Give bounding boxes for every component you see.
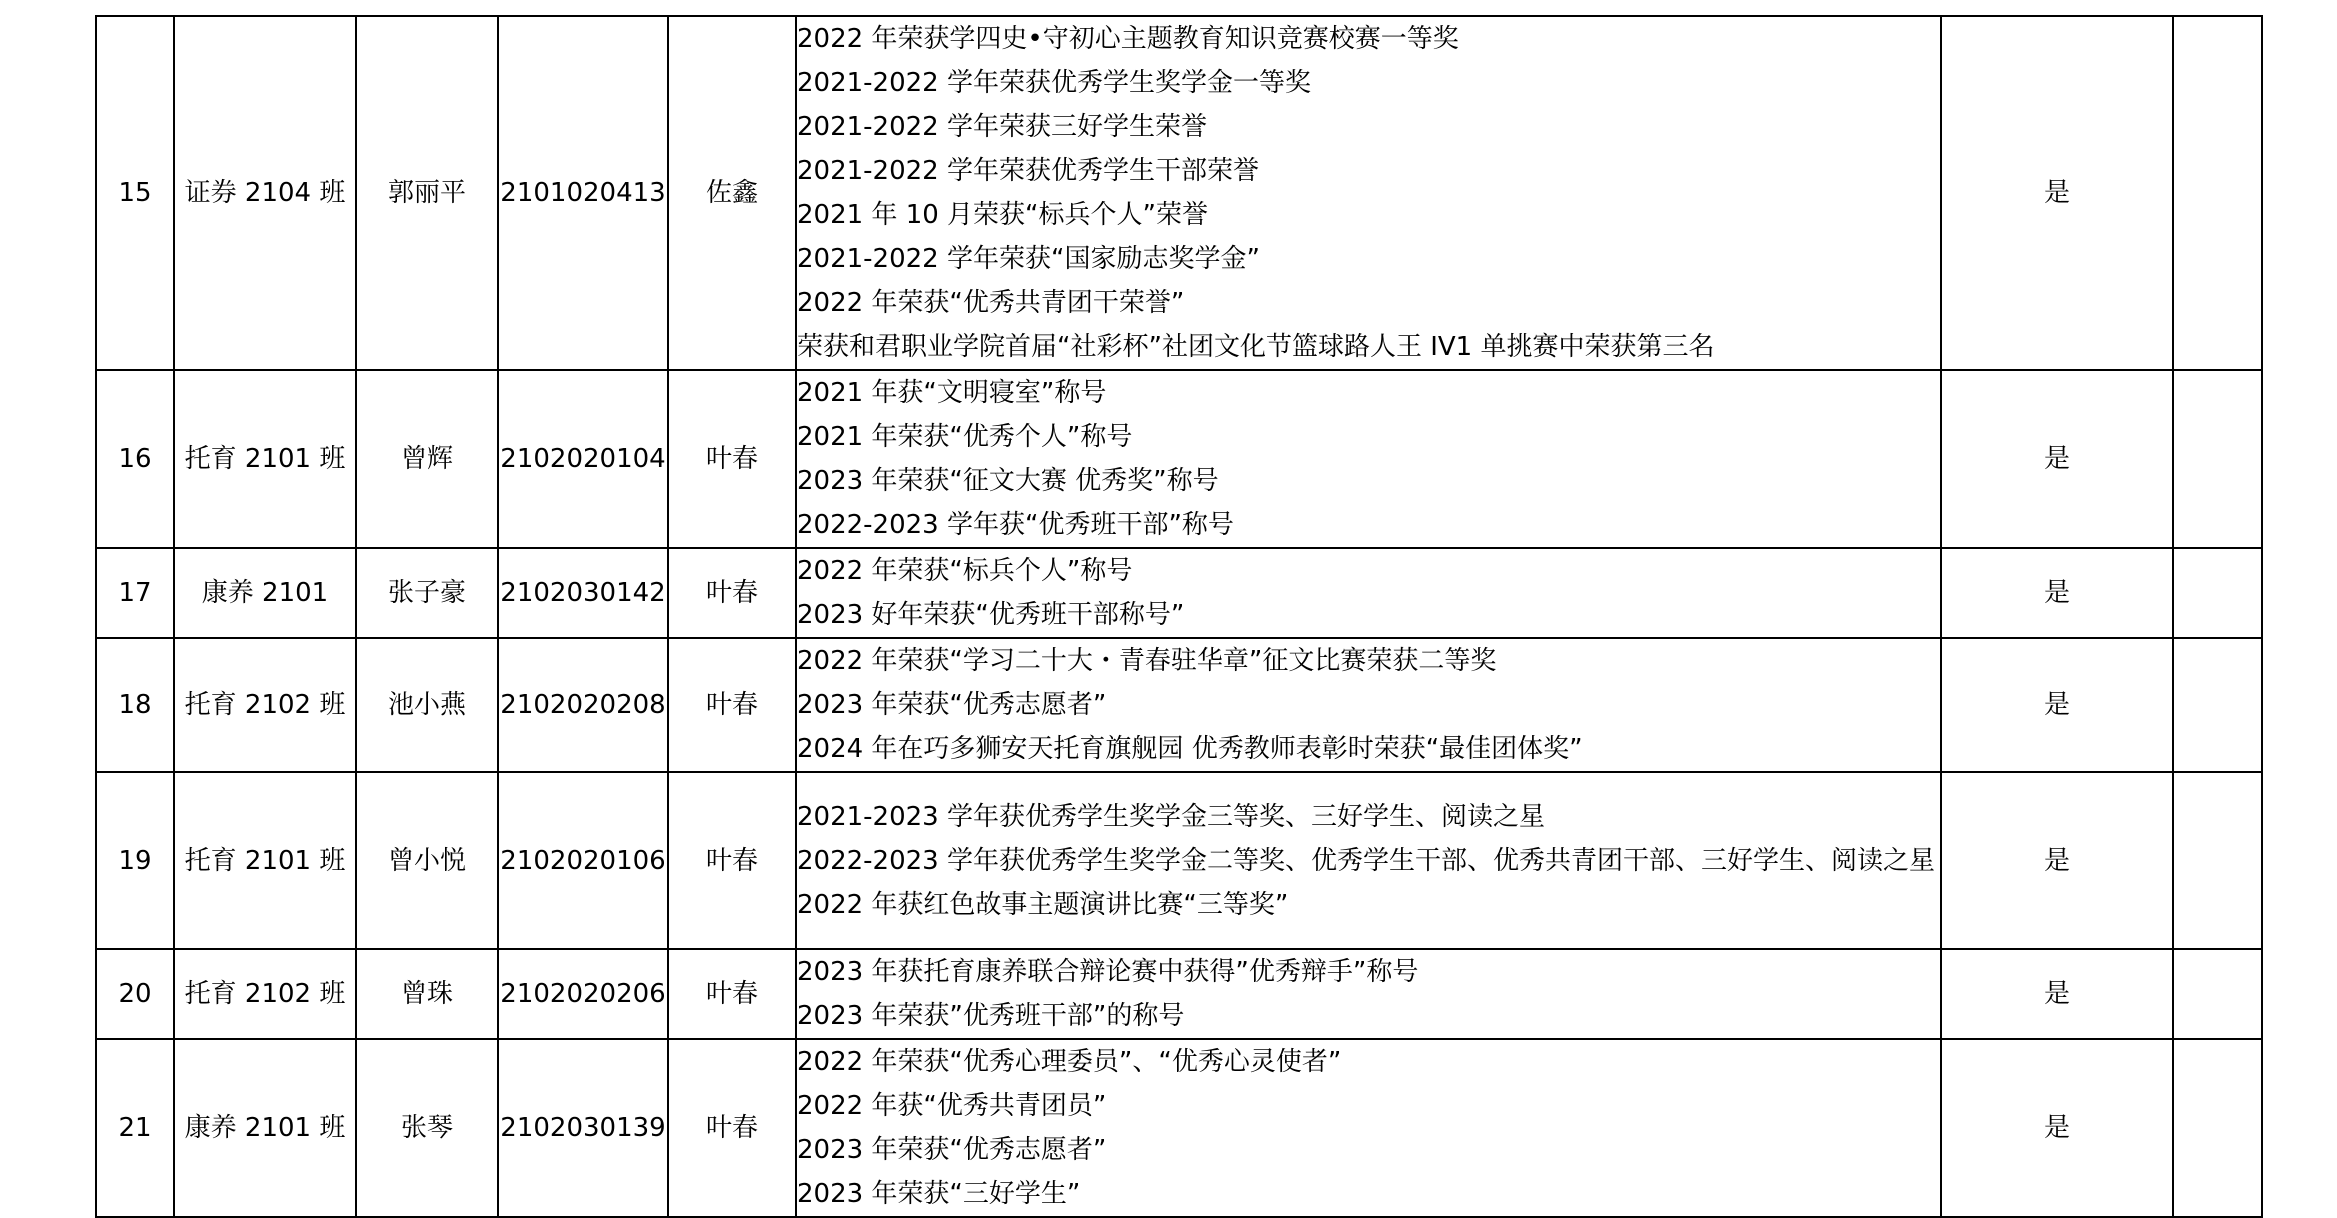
table-row [96, 638, 2262, 772]
achievement-line: 2024 年在巧多狮安天托育旗舰园 优秀教师表彰时荣获“最佳团体奖” [797, 734, 1583, 764]
student-id-cell: 2102020106 [498, 772, 668, 949]
achievement-line: 2023 年荣获“三好学生” [797, 1179, 1081, 1209]
advisor-cell: 叶春 [668, 772, 796, 949]
achievement-line: 2021 年 10 月荣获“标兵个人”荣誉 [797, 200, 1208, 230]
achievement-line: 荣获和君职业学院首届“社彩杯”社团文化节篮球路人王 IV1 单挑赛中荣获第三名 [797, 332, 1715, 362]
student-id-cell: 2102030139 [498, 1039, 668, 1217]
student-id-cell: 2102020206 [498, 949, 668, 1039]
advisor-cell: 叶春 [668, 1039, 796, 1217]
advisor-cell: 叶春 [668, 949, 796, 1039]
advisor-cell: 佐鑫 [668, 16, 796, 370]
achievement-line: 2021-2022 学年荣获优秀学生干部荣誉 [797, 156, 1259, 186]
student-name-cell: 张子豪 [356, 548, 498, 638]
honors-table [95, 15, 2263, 1218]
achievement-line: 2022 年荣获“标兵个人”称号 [797, 556, 1133, 586]
achievement-line: 2021-2022 学年荣获三好学生荣誉 [797, 112, 1207, 142]
note-cell [2173, 949, 2262, 1039]
recommend-cell: 是 [1941, 772, 2173, 949]
advisor-cell: 叶春 [668, 548, 796, 638]
recommend-cell: 是 [1941, 548, 2173, 638]
achievement-line: 2021 年获“文明寝室”称号 [797, 378, 1107, 408]
table-row [96, 16, 2262, 370]
achievement-line: 2023 年荣获”优秀班干部”的称号 [797, 1001, 1185, 1031]
achievements-cell [796, 16, 1941, 370]
row-number-cell: 15 [96, 16, 174, 370]
advisor-cell: 叶春 [668, 638, 796, 772]
recommend-cell: 是 [1941, 949, 2173, 1039]
achievement-line: 2022-2023 学年获“优秀班干部”称号 [797, 510, 1234, 540]
table-row [96, 1039, 2262, 1217]
student-name-cell: 曾辉 [356, 370, 498, 548]
achievements-cell [796, 1039, 1941, 1217]
recommend-cell: 是 [1941, 16, 2173, 370]
row-number-cell: 19 [96, 772, 174, 949]
student-name-cell: 张琴 [356, 1039, 498, 1217]
row-number-cell: 21 [96, 1039, 174, 1217]
note-cell [2173, 548, 2262, 638]
student-id-cell: 2102020104 [498, 370, 668, 548]
class-cell: 托育 2102 班 [174, 638, 356, 772]
achievement-line: 2022 年荣获“优秀共青团干荣誉” [797, 288, 1185, 318]
student-name-cell: 曾珠 [356, 949, 498, 1039]
achievement-line: 2022 年荣获“学习二十大・青春驻华章”征文比赛荣获二等奖 [797, 646, 1497, 676]
achievement-line: 2023 年荣获“征文大赛 优秀奖”称号 [797, 466, 1219, 496]
table-row [96, 548, 2262, 638]
recommend-cell: 是 [1941, 1039, 2173, 1217]
class-cell: 托育 2101 班 [174, 772, 356, 949]
student-name-cell: 池小燕 [356, 638, 498, 772]
achievements-cell [796, 548, 1941, 638]
table-body [96, 16, 2262, 1217]
student-id-cell: 2101020413 [498, 16, 668, 370]
advisor-cell: 叶春 [668, 370, 796, 548]
class-cell: 证券 2104 班 [174, 16, 356, 370]
note-cell [2173, 638, 2262, 772]
achievement-line: 2023 年荣获“优秀志愿者” [797, 690, 1107, 720]
student-id-cell: 2102020208 [498, 638, 668, 772]
achievement-line: 2022 年荣获“优秀心理委员”、“优秀心灵使者” [797, 1047, 1342, 1077]
class-cell: 托育 2101 班 [174, 370, 356, 548]
row-number-cell: 16 [96, 370, 174, 548]
class-cell: 托育 2102 班 [174, 949, 356, 1039]
achievements-cell [796, 370, 1941, 548]
note-cell [2173, 1039, 2262, 1217]
table-row [96, 370, 2262, 548]
achievement-line: 2021-2022 学年荣获优秀学生奖学金一等奖 [797, 68, 1311, 98]
achievement-line: 2021 年荣获“优秀个人”称号 [797, 422, 1133, 452]
recommend-cell: 是 [1941, 370, 2173, 548]
note-cell [2173, 370, 2262, 548]
achievement-line: 2021-2023 学年获优秀学生奖学金三等奖、三好学生、阅读之星 [797, 801, 1545, 832]
note-cell [2173, 772, 2262, 949]
student-name-cell: 曾小悦 [356, 772, 498, 949]
achievements-cell [796, 772, 1941, 949]
achievement-line: 2021-2022 学年荣获“国家励志奖学金” [797, 244, 1260, 274]
achievement-line: 2022-2023 学年获优秀学生奖学金二等奖、优秀学生干部、优秀共青团干部、三好学生、阅读之星 [797, 845, 1935, 876]
achievement-line: 2022 年荣获学四史•守初心主题教育知识竞赛校赛一等奖 [797, 24, 1459, 54]
note-cell [2173, 16, 2262, 370]
achievement-line: 2022 年获红色故事主题演讲比赛“三等奖” [797, 889, 1289, 920]
row-number-cell: 20 [96, 949, 174, 1039]
student-id-cell: 2102030142 [498, 548, 668, 638]
table-row [96, 949, 2262, 1039]
class-cell: 康养 2101 [174, 548, 356, 638]
achievements-cell [796, 638, 1941, 772]
achievements-cell [796, 949, 1941, 1039]
achievement-line: 2023 年荣获“优秀志愿者” [797, 1135, 1107, 1165]
achievement-line: 2022 年获“优秀共青团员” [797, 1091, 1107, 1121]
recommend-cell: 是 [1941, 638, 2173, 772]
row-number-cell: 18 [96, 638, 174, 772]
class-cell: 康养 2101 班 [174, 1039, 356, 1217]
achievement-line: 2023 好年荣获“优秀班干部称号” [797, 600, 1185, 630]
row-number-cell: 17 [96, 548, 174, 638]
achievement-line: 2023 年获托育康养联合辩论赛中获得”优秀辩手”称号 [797, 957, 1419, 987]
student-name-cell: 郭丽平 [356, 16, 498, 370]
table-row [96, 772, 2262, 949]
